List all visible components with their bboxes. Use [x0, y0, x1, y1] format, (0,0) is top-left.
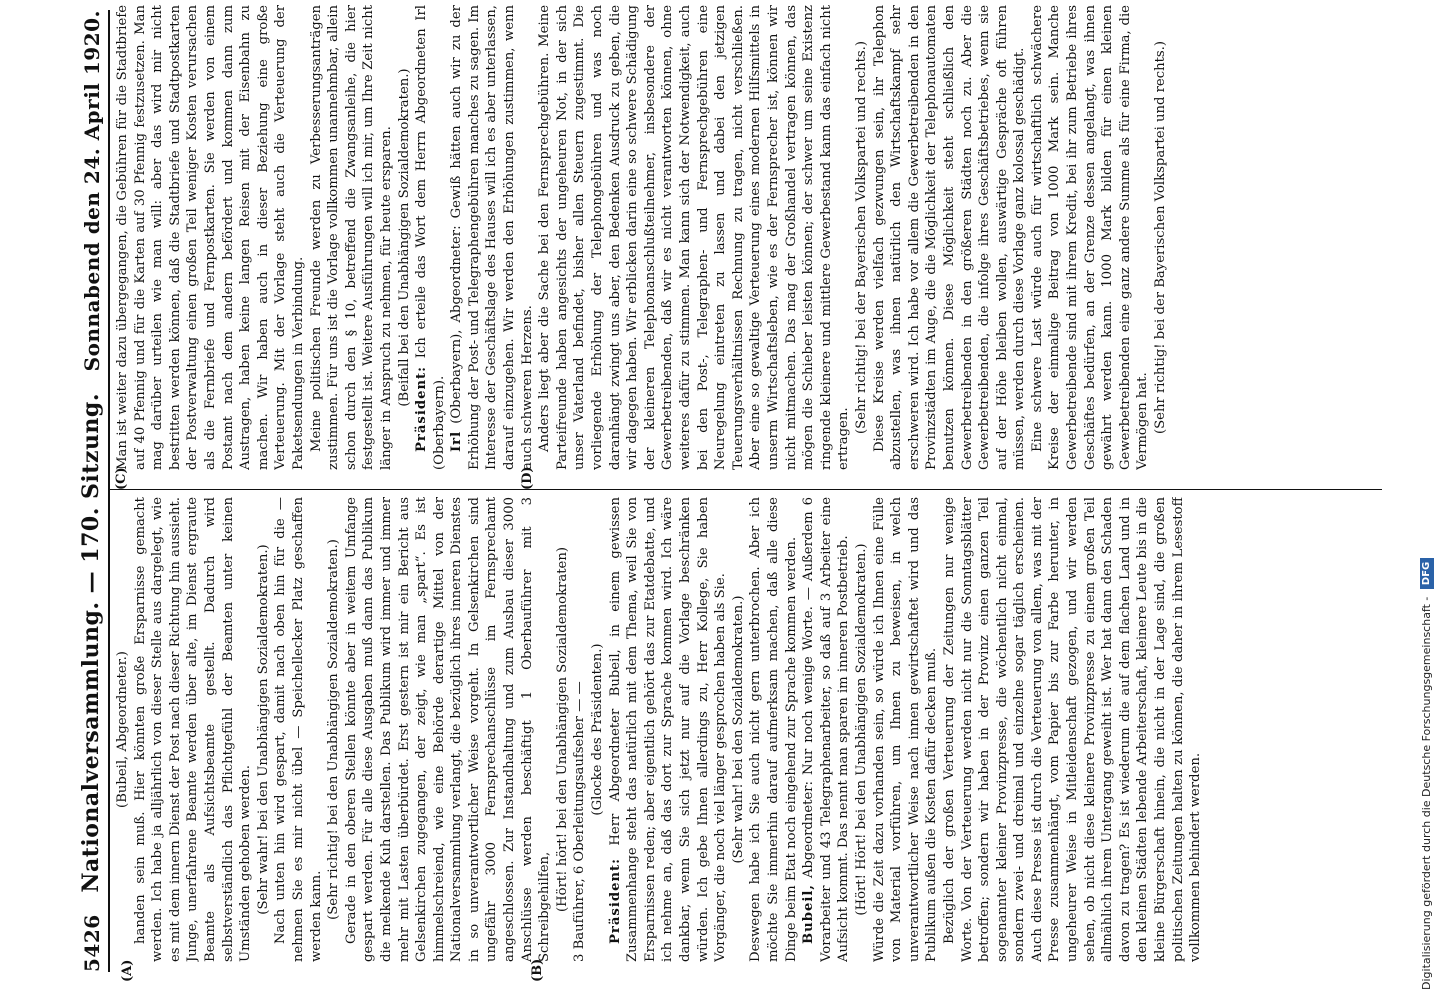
paragraph: Man ist weiter dazu übergegangen, die Gebühren für die Stadtbriefe auf 40 Pfennig und für die Karten auf 30 Pfennig festzusetzen. Man mag darüber urteilen wie man will: aber das wird mir nicht bestritten werden können, daß die Stadtbriefe und Stadtpostkarten der Postverwaltung einen großen Teil weniger Kosten verursachen als die Fernbriefe und Fernpostkarten. Sie werden von einem Postamt nach dem andern befördert und kommen dann zum Austragen, haben keine langen Reisen mit der Eisenbahn zu machen. Wir haben auch in dieser Beziehung eine große Verteuerung. Mit der Vorlage steht auch die Verteuerung der Paketsendungen in Verbindung. — [115, 5, 306, 470]
margin-marker-c: (C) — [114, 467, 129, 490]
interjection: (Sehr wahr! bei den Sozialdemokraten.) — [730, 595, 746, 864]
paragraph: Gerade in den oberen Stellen könnte aber in weitem Umfange gespart werden. Für alle diese Ausgaben muß dann das Publikum die melkende Kuh darstellen. Das Publikum wird immer und immer mehr mit Lasten überbürdet. Erst gestern ist mir ein Bericht aus Gelsenkirchen zugegangen, der zeigt, wie man „spart“. Es ist himmelschreiend, wie eine Behörde derartige Mittel von der Nationalversammlung verlangt, die bezüglich ihres inneren Dienstes in so unverantwortlicher Weise vorgeht. In Gelsenkirchen sind ungefähr 3000 Fernsprechanschlüsse im Fernsprechamt angeschlossen. Zur Instandhaltung und zum Ausbau dieser 3000 Anschlüsse werden beschäftigt 1 Oberbauführer mit 3 Schreibgehilfen, — [343, 497, 553, 962]
document-page — [30, 0, 1390, 990]
paragraph: handen sein muß. Hier könnten große Ersparnisse gemacht werden. Ich habe ja alljährlich von dieser Stelle aus dargelegt, wie es mit dem innern Dienst der Post nach dieser Richtung hin aussieht. Junge, unerfahrene Beamte werden über alte, im Dienst ergraute Beamte als Aufsichtsbeamte gestellt. Dadurch wird selbstverständlich das Pflichtgefühl der Beamten unter keinen Umständen gehoben werden. — [132, 497, 254, 962]
interjection: (Sehr richtig! bei der Bayerischen Volkspartei und rechts.) — [853, 40, 869, 435]
speech-paragraph — [413, 5, 448, 470]
speech-text: Ich erteile das Wort dem Herrn Abgeordneten Irl (Oberbayern). — [414, 5, 447, 470]
margin-marker-a: (A) — [120, 959, 135, 982]
dfg-logo: DFG — [1420, 558, 1434, 589]
column-divider — [110, 489, 1382, 490]
sidebar-credit — [1412, 0, 1434, 990]
paragraph: Eine schwere Last würde auch für wirtschaftlich schwächere Kreise der einmalige Beitrag von 1000 Mark sein. Manche Gewerbetreibende sind mit ihrem Kredit, bei ihr zum Betriebe ihres Geschäftes bedürfen, an der Grenze dessen angelangt, was ihnen gewährt werden kann. 1000 Mark bilden für einen kleinen Gewerbetreibenden eine ganz andere Summe als für eine Firma, die Vermögen hat. — [1029, 5, 1151, 470]
page-number: 5426 — [80, 914, 104, 972]
paragraph: Deswegen habe ich Sie auch nicht gern unterbrochen. Aber ich möchte Sie immerhin darauf aufmerksam machen, daß alle diese Dinge beim Etat noch eingehend zur Sprache kommen werden. — [748, 497, 799, 962]
interjection: (Sehr richtig! bei der Bayerischen Volkspartei und rechts.) — [1153, 40, 1169, 435]
speech-paragraph — [607, 497, 730, 962]
paragraph: 3 Bauführer, 6 Oberleitungsaufseher — — — [572, 681, 588, 962]
paragraph: Würde die Zeit dazu vorhanden sein, so würde ich Ihnen eine Fülle von Material vorführen, um Ihnen zu beweisen, in welch unverantwortlicher Weise nach innen gewirtschaftet wird und das Publikum außen die Kosten dafür decken muß. — [871, 497, 940, 962]
interjection: (Hört! hört! bei den Unabhängigen Sozialdemokraten) — [554, 547, 570, 912]
interjection: (Hört! Hört! bei den Unabhängigen Sozialdemokraten.) — [853, 543, 869, 916]
interjection: (Sehr wahr! bei den Unabhängigen Sozialdemokraten.) — [255, 544, 271, 915]
speaker-reference: (Bubeil, Abgeordneter.) — [115, 651, 130, 808]
paragraph: Bezüglich der großen Verteuerung der Zeitungen nur wenige Worte. Von der Verteuerung werden nicht nur die Sonntagsblätter betroffen; sondern wir haben in der Provinz einen ganzen Teil sogenannter kleiner Provinzpresse, die wöchentlich nicht einmal, sondern zwei- und dreimal und einzelne sogar täglich erscheinen. Auch diese Presse ist durch die Verteuerung von allem, was mit der Presse zusammenhängt, vom Papier bis zur Farbe herunter, in ungeheurer Weise in Mitleidenschaft gezogen, und wir werden sehen, ob nicht diese kleinere Provinzpresse zu einem großen Teil allmählich ihrem Untergang geweiht ist. Wer hat dann den Schaden davon zu tragen? Es ist wiederum die auf dem flachen Land und in den kleinen Städten lebende Arbeiterschaft, kleinere Leute bis in die kleine Bürgerschaft hinein, die nicht in der Lage sind, die großen politischen Zeitungen halten zu können, die daher in ihrem Lesestoff vollkommen behindert werden. — [941, 497, 1204, 962]
speech-text: (Oberbayern), Abgeordneter: Gewiß hätten auch wir zu der Erhöhung der Post- und Telegraphengebühren manches zu sagen. Im Interesse der Geschäftslage des Hauses will ich es aber unterlassen, darauf einzugehen. Wir werden den Erhöhungen zustimmen, wenn auch schweren Herzens. — [449, 5, 535, 470]
left-column — [114, 497, 1382, 962]
speech-paragraph — [448, 5, 536, 470]
paragraph: Diese Kreise werden vielfach gezwungen sein, ihr Telephon abzustellen, was ihnen natürlich den Wirtschaftskampf sehr erschweren wird. Ich habe vor allem die Gewerbetreibenden in den Provinzstädten im Auge, die die Möglichkeit der Telephonautomaten benutzen können. Diese Möglichkeit steht schließlich den Gewerbetreibenden in den größeren Städten noch zu. Aber die Gewerbetreibenden, die infolge ihres Geschäftsbetriebes, wenn sie auf der Höhe bleiben wollen, auswärtige Gespräche oft führen müssen, werden durch diese Vorlage ganz kolossal geschädigt. — [871, 5, 1028, 470]
interjection: (Sehr richtig! bei den Unabhängigen Sozialdemokraten.) — [326, 539, 342, 920]
page-title: Nationalversammlung. — 170. Sitzung. — [78, 393, 104, 893]
interjection: (Glocke des Präsidenten.) — [590, 643, 606, 816]
digitization-sidebar — [1404, 0, 1434, 1000]
margin-marker-b: (B) — [530, 958, 545, 982]
speech-text: Abgeordneter: Nur noch wenige Worte. — Außerdem 6 Vorarbeiter und 43 Telegraphenarbeiter, so daß auf 3 Arbeiter eine Aufsicht kommt. Das nennt man sparen im inneren Postbetrieb. — [801, 497, 852, 962]
paragraph: Anders liegt aber die Sache bei den Fernsprechgebühren. Meine Parteifreunde haben angesichts der ungeheuren Not, in der sich unser Vaterland befindet, bisher allen Steuern zugestimmt. Die vorliegende Erhöhung der Telephongebühren und was noch daranhängt zwingt uns aber, den Bedenken Ausdruck zu geben, die wir dagegen haben. Wir erblicken darin eine so schwere Schädigung der kleineren Telephonanschlußteilnehmer, insbesondere der Gewerbetreibenden, daß wir es nicht verantworten können, ohne weiteres dafür zu stimmen. Man kann sich der Notwendigkeit, auch bei den Post-, Telegraphen- und Fernsprechgebühren eine Neuregelung eintreten zu lassen und dabei den jetzigen Teuerungsverhältnissen Rechnung zu tragen, nicht verschließen. Aber eine so gewaltige Verteuerung eines modernen Hilfsmittels in unserm Wirtschaftsleben, wie es der Fernsprecher ist, können wir nicht mitmachen. Das mag der Großhandel vertragen können, das mögen die Schieber leisten können; der schwer um seine Existenz ringende kleinere und mittlere Gewerbestand kann das einfach nicht ertragen. — [537, 5, 852, 470]
page-header — [70, 10, 110, 972]
speech-text: Herr Abgeordneter Bubeil, in einem gewissen Zusammenhange steht das natürlich mit dem Thema, weil Sie von Ersparnissen reden; aber eigentlich gehört das zur Etatdebatte, und ich nehme an, daß das dort zur Sprache kommen wird. Ich wäre dankbar, wenn Sie sich jetzt nur auf die Vorlage beschränken würden. Ich gebe Ihnen allerdings zu, Herr Kollege, Sie haben Vorgänger, die noch viel länger gesprochen haben als Sie. — [607, 497, 729, 962]
speaker-name: Irl — [449, 430, 465, 452]
sidebar-credit-text: Digitalisierung gefördert durch die Deutsche Forschungsgemeinschaft - — [1420, 596, 1433, 990]
speaker-name: Präsident: — [414, 365, 430, 452]
session-date: Sonnabend den 24. April 1920. — [80, 10, 104, 372]
paragraph: Meine politischen Freunde werden zu Verbesserungsanträgen zustimmen. Für uns ist die Vorlage vollkommen unannehmbar, allein schon durch den § 10, betreffend die Zwangsanleihe, die hier festgestellt ist. Weitere Ausführungen will ich mir, um Ihre Zeit nicht länger in Anspruch zu nehmen, für heute ersparen. — [308, 5, 394, 470]
right-column — [114, 5, 1382, 470]
interjection: (Beifall bei den Unabhängigen Sozialdemokraten.) — [396, 68, 412, 407]
speaker-name: Bubeil, — [801, 884, 817, 944]
speech-paragraph — [800, 497, 853, 962]
margin-marker-d: (D) — [520, 466, 535, 490]
speaker-name: Präsident: — [607, 857, 623, 944]
paragraph: Nach unten hin wird gespart, damit nach oben hin für die — nehmen Sie es mir nicht übel — Speichellecker Platz geschaffen werden kann. — [273, 497, 324, 962]
